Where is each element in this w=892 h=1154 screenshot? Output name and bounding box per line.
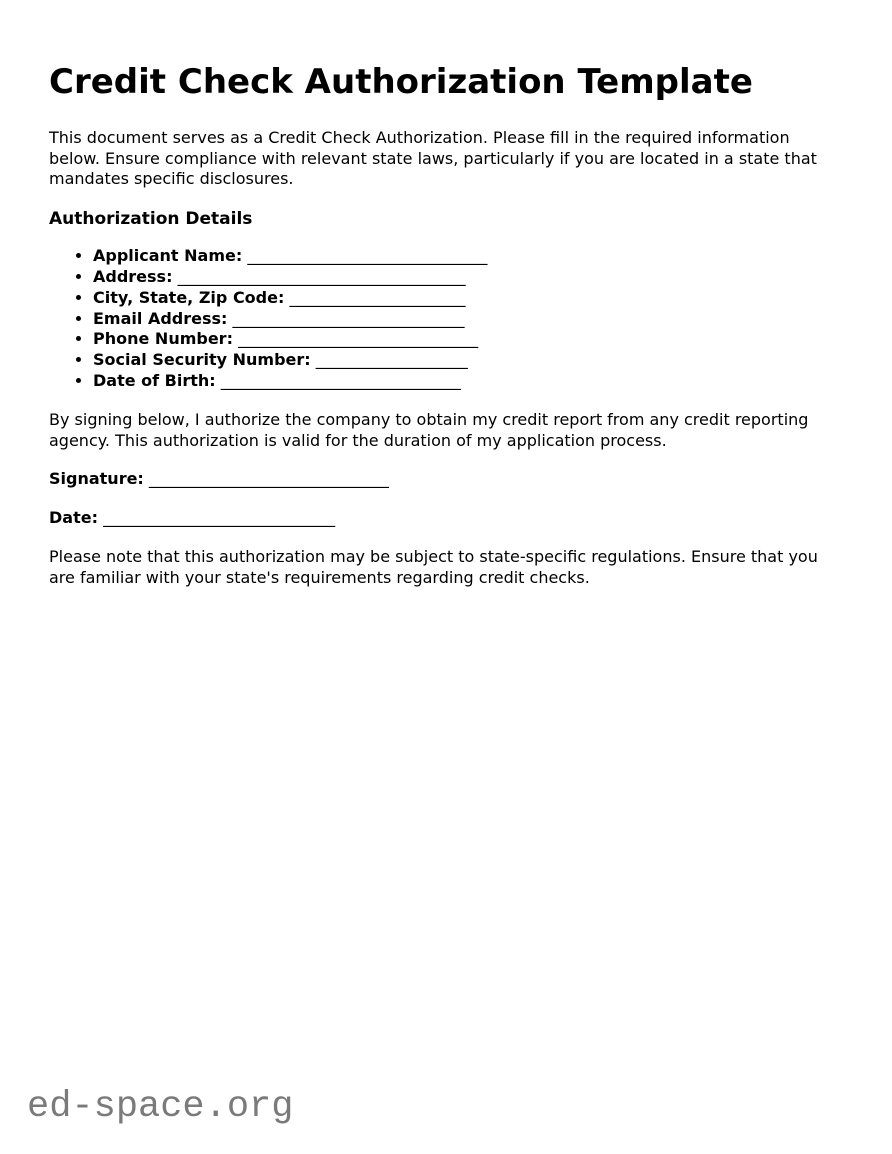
field-social-security-number-label: Social Security Number: bbox=[93, 350, 311, 370]
field-email-address-blank: _____________________________ bbox=[232, 308, 465, 328]
document-title: Credit Check Authorization Template bbox=[49, 62, 753, 102]
field-phone-number-label: Phone Number: bbox=[93, 329, 233, 349]
authorization-statement-paragraph: By signing below, I authorize the company to obtain my credit report from any credit reporting agency. This authorization is valid for the duration of my application process. bbox=[49, 409, 809, 450]
field-date-of-birth-blank: ______________________________ bbox=[220, 370, 461, 390]
intro-paragraph: This document serves as a Credit Check Authorization. Please fill in the required information below. Ensure compliance with relevant state laws, particularly if you are located in a state that mandates specific disclosures. bbox=[49, 127, 817, 189]
authorization-fields-list bbox=[49, 246, 843, 392]
field-date-of-birth bbox=[93, 371, 843, 392]
field-applicant-name-label: Applicant Name: bbox=[93, 246, 243, 266]
field-phone-number bbox=[93, 329, 843, 350]
state-regulations-note: Please note that this authorization may be subject to state-specific regulations. Ensure that you are familiar with your state's requirements regarding credit checks. bbox=[49, 546, 818, 587]
field-social-security-number-blank: ___________________ bbox=[315, 350, 468, 370]
field-social-security-number bbox=[93, 350, 843, 371]
field-city-state-zip bbox=[93, 288, 843, 309]
field-applicant-name bbox=[93, 246, 843, 267]
field-address-label: Address: bbox=[93, 266, 173, 286]
date-row bbox=[49, 508, 843, 529]
field-email-address-label: Email Address: bbox=[93, 308, 228, 328]
date-label: Date: bbox=[49, 508, 98, 528]
field-phone-number-blank: ______________________________ bbox=[238, 329, 479, 349]
signature-blank: ______________________________ bbox=[148, 469, 389, 489]
field-email-address bbox=[93, 309, 843, 330]
field-address-blank: ____________________________________ bbox=[177, 266, 466, 286]
field-city-state-zip-label: City, State, Zip Code: bbox=[93, 287, 285, 307]
authorization-details-heading: Authorization Details bbox=[49, 209, 253, 230]
signature-row bbox=[49, 469, 843, 490]
field-address bbox=[93, 267, 843, 288]
signature-label: Signature: bbox=[49, 469, 144, 489]
field-applicant-name-blank: ______________________________ bbox=[247, 246, 488, 266]
date-blank: _____________________________ bbox=[103, 508, 336, 528]
field-date-of-birth-label: Date of Birth: bbox=[93, 370, 216, 390]
site-watermark: ed-space.org bbox=[27, 1086, 294, 1128]
field-city-state-zip-blank: ______________________ bbox=[289, 287, 466, 307]
